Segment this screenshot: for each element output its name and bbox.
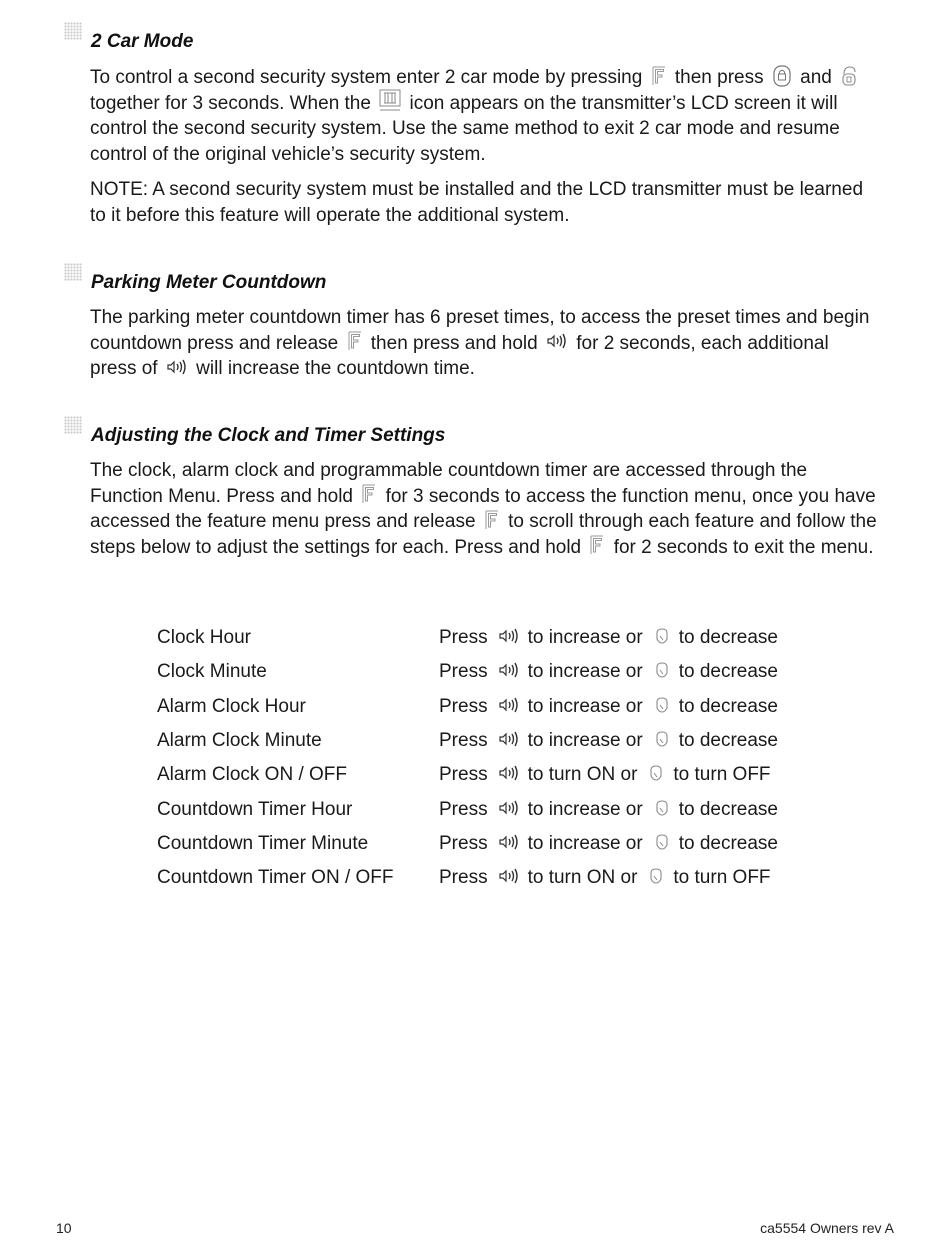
second-car-icon (379, 89, 401, 113)
setting-instruction: Press to increase or to decrease (439, 730, 778, 752)
siren-button-icon (498, 627, 520, 645)
trunk-button-icon (653, 799, 671, 817)
f-button-icon (651, 66, 667, 86)
section-title-car-mode: 2 Car Mode (91, 31, 194, 52)
setting-name: Alarm Clock Minute (157, 730, 322, 752)
trunk-button-icon (653, 627, 671, 645)
section-marker-icon (64, 416, 82, 434)
siren-button-icon (498, 764, 520, 782)
section-marker-icon (64, 263, 82, 281)
f-button-icon (347, 331, 363, 351)
setting-instruction: Press to increase or to decrease (439, 832, 778, 854)
siren-button-icon (546, 332, 568, 350)
section-title-clock-settings: Adjusting the Clock and Timer Settings (91, 425, 446, 446)
setting-instruction: Press to turn ON or to turn OFF (439, 867, 771, 889)
table-row (157, 655, 778, 689)
setting-name: Alarm Clock Hour (157, 695, 306, 717)
setting-instruction: Press to increase or to decrease (439, 627, 778, 649)
table-row (157, 827, 778, 861)
siren-button-icon (498, 661, 520, 679)
setting-instruction: Press to increase or to decrease (439, 798, 778, 820)
siren-button-icon (498, 799, 520, 817)
setting-name: Countdown Timer Minute (157, 832, 369, 854)
trunk-button-icon (653, 833, 671, 851)
table-row (157, 861, 778, 895)
clock-settings-table (157, 621, 778, 895)
setting-name: Alarm Clock ON / OFF (157, 764, 348, 786)
trunk-button-icon (647, 764, 665, 782)
siren-button-icon (498, 833, 520, 851)
table-row (157, 690, 778, 724)
table-row (157, 724, 778, 758)
siren-button-icon (166, 358, 188, 376)
clock-settings-paragraph: The clock, alarm clock and programmable countdown timer are accessed through the Function Menu. Press and hold for 3 seconds to access the function menu, once you have accessed the feature menu press and release to scroll through each feature and follow the steps below to adjust the settings for each. Press and hold for 2 seconds to exit the menu. (90, 460, 877, 558)
table-row (157, 758, 778, 792)
trunk-button-icon (653, 661, 671, 679)
setting-name: Clock Hour (157, 627, 251, 649)
car-mode-note: NOTE: A second security system must be installed and the LCD transmitter must be learned to it before this feature will operate the additional system. (90, 179, 864, 226)
setting-name: Clock Minute (157, 661, 267, 683)
setting-instruction: Press to turn ON or to turn OFF (439, 764, 771, 786)
setting-name: Countdown Timer Hour (157, 798, 353, 820)
setting-instruction: Press to increase or to decrease (439, 695, 778, 717)
section-marker-icon (64, 22, 82, 40)
f-button-icon (589, 535, 605, 555)
table-row (157, 792, 778, 826)
trunk-button-icon (653, 696, 671, 714)
table-row (157, 621, 778, 655)
trunk-button-icon (653, 730, 671, 748)
parking-meter-paragraph: The parking meter countdown timer has 6 preset times, to access the preset times and begin countdown press and release then press and hold for 2 seconds, each additional press of will increase the countdown time. (90, 307, 870, 379)
siren-button-icon (498, 867, 520, 885)
car-mode-paragraph: To control a second security system enter 2 car mode by pressing then press and together for 3 seconds. When the icon appears on the transmitter’s LCD screen it will control the second security system. Use the same method to exit 2 car mode and resume control of the original vehicle’s security system. (90, 65, 880, 167)
siren-button-icon (498, 696, 520, 714)
section-title-parking-meter: Parking Meter Countdown (91, 272, 327, 293)
page-number: 10 (56, 1220, 72, 1236)
siren-button-icon (498, 730, 520, 748)
document-id: ca5554 Owners rev A (760, 1220, 894, 1236)
setting-instruction: Press to increase or to decrease (439, 661, 778, 683)
unlock-button-icon (840, 65, 858, 87)
f-button-icon (361, 484, 377, 504)
setting-name: Countdown Timer ON / OFF (157, 867, 394, 889)
lock-button-icon (772, 65, 792, 87)
trunk-button-icon (647, 867, 665, 885)
f-button-icon (484, 510, 500, 530)
